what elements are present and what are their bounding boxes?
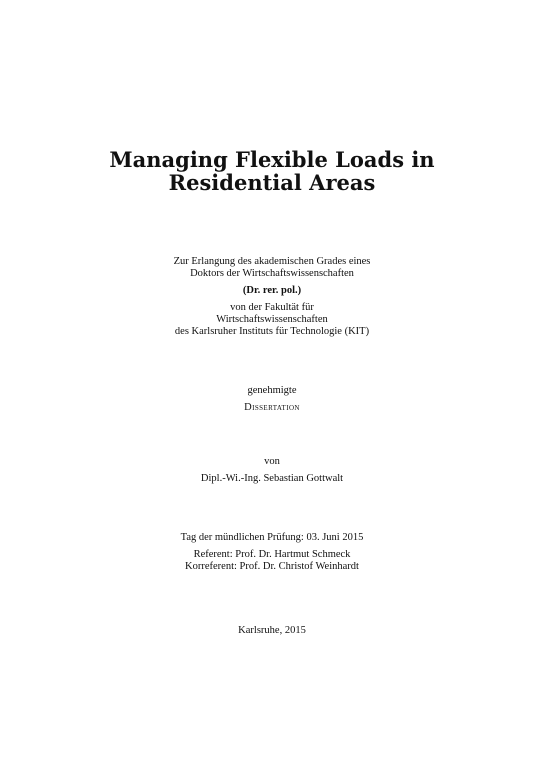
author-name: Dipl.-Wi.-Ing. Sebastian Gottwalt: [200, 473, 344, 484]
degree-statement-line-2: Doktors der Wirtschaftswissenschaften: [190, 268, 354, 279]
degree-statement: [0, 256, 544, 338]
institution-line: des Karlsruher Instituts für Technologie (KIT): [174, 326, 370, 337]
place-year-block: [0, 625, 544, 637]
by-label: von: [264, 456, 280, 467]
degree-abbreviation: (Dr. rer. pol.): [242, 285, 302, 296]
co-referee: Korreferent: Prof. Dr. Christof Weinhardt: [185, 561, 359, 572]
faculty-line-2: Wirtschaftswissenschaften: [216, 314, 328, 325]
title-line-1: Managing Flexible Loads in: [109, 147, 435, 172]
dissertation-title: [0, 148, 544, 194]
exam-block: [0, 532, 544, 573]
title-line-2: Residential Areas: [168, 170, 376, 195]
author-block: [0, 456, 544, 485]
oral-exam-date: Tag der mündlichen Prüfung: 03. Juni 2015: [180, 532, 364, 543]
document-type: Dissertation: [244, 402, 300, 413]
degree-statement-line-1: Zur Erlangung des akademischen Grades eines: [173, 256, 371, 267]
referee: Referent: Prof. Dr. Hartmut Schmeck: [193, 549, 351, 560]
faculty-line-1: von der Fakultät für: [230, 302, 314, 313]
place-and-year: Karlsruhe, 2015: [238, 625, 306, 636]
approval-block: [0, 385, 544, 414]
approved-label: genehmigte: [247, 385, 297, 396]
